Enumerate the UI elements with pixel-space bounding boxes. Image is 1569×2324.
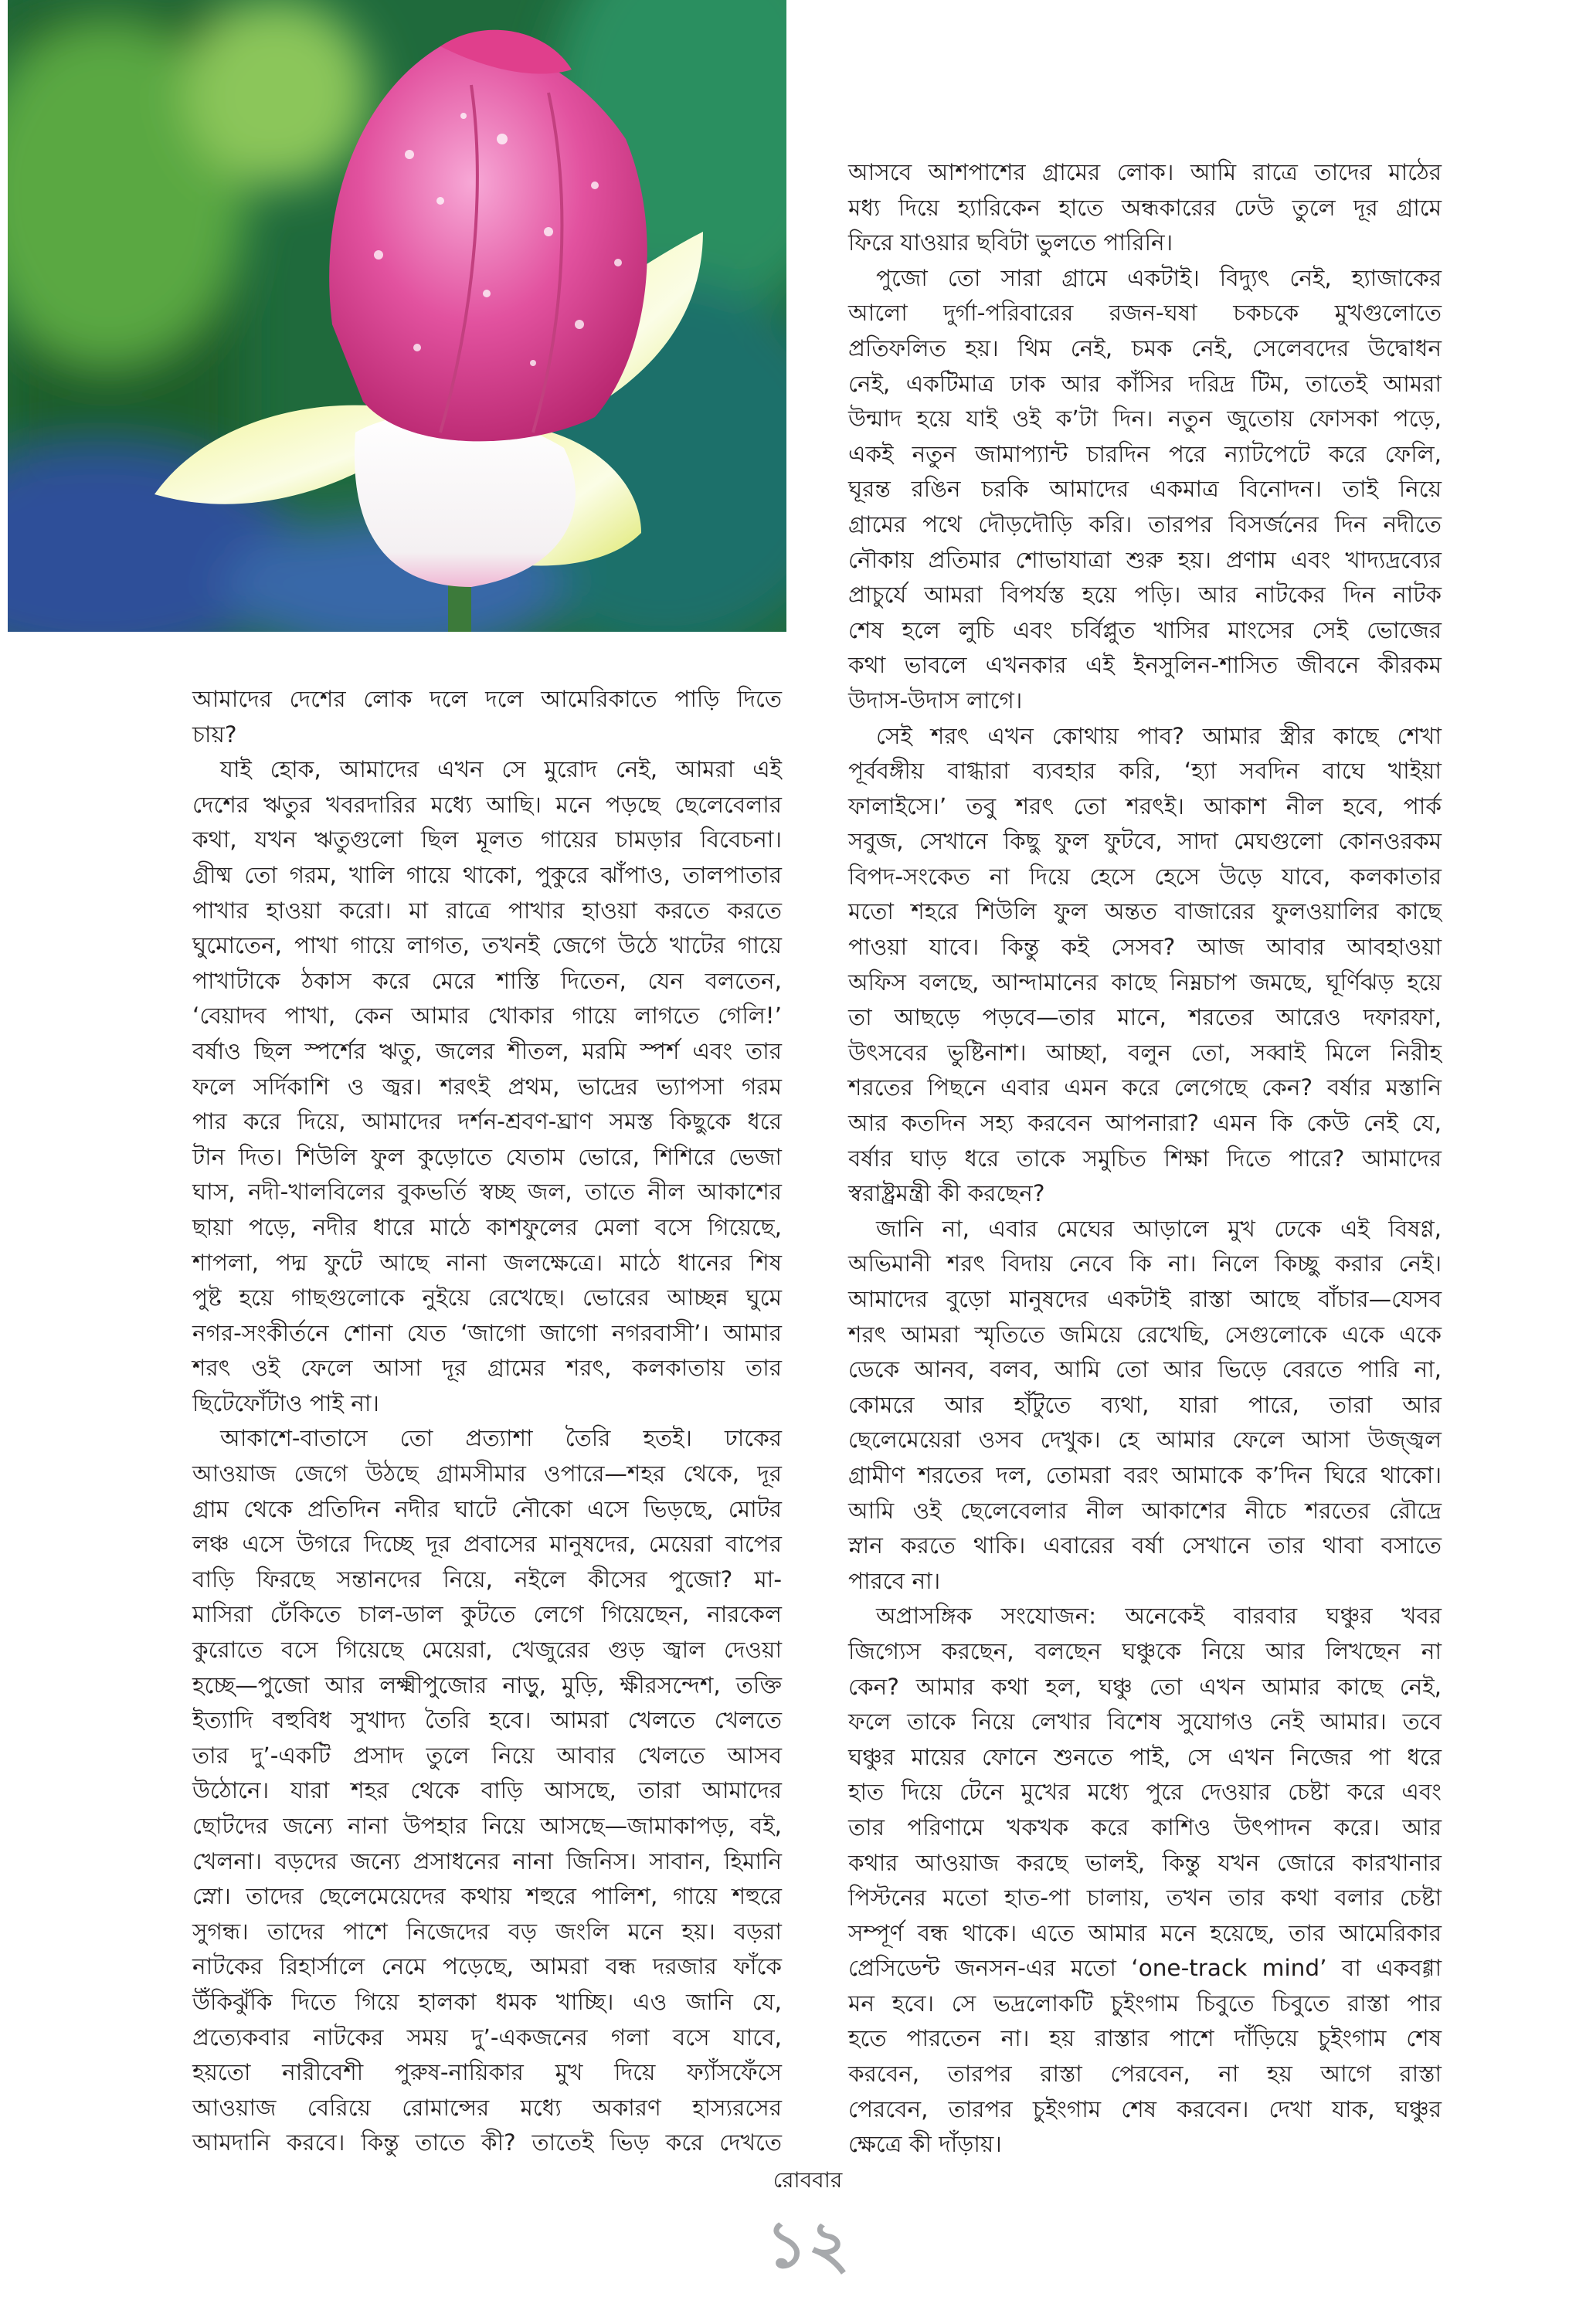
text-line: ছিটেফোঁটাও পাই না। — [192, 1389, 379, 1416]
text-line: ফলে সর্দিকাশি ও জ্বর। শরৎই প্রথম, ভাদ্রের ভ্যাপসা গরম — [192, 1073, 782, 1100]
text-line: সম্পূর্ণ বন্ধ থাকে। এতে আমার মনে হয়েছে, তার আমেরিকার — [848, 1919, 1442, 1946]
magazine-name: রোববার — [773, 2167, 843, 2193]
text-line: ফালাইসে।’ তবু শরৎ তো শরৎই। আকাশ নীল হবে, পার্ক — [848, 792, 1442, 819]
text-line: সেই শরৎ এখন কোথায় পাব? আমার স্ত্রীর কাছে শেখা — [876, 722, 1442, 749]
text-line: পিস্টনের মতো হাত-পা চালায়, তখন তার কথা বলার চেষ্টা — [848, 1885, 1442, 1912]
text-line: উৎসবের ভুষ্টিনাশ। আচ্ছা, বলুন তো, সব্বাই মিলে নিরীহ — [848, 1039, 1442, 1066]
text-line: নেই, একটিমাত্র ঢাক আর কাঁসির দরিদ্র টিম, তাতেই আমরা — [848, 370, 1442, 397]
text-line: স্নান করতে থাকি। এবারের বর্ষা সেখানে তার থাবা বসাতে — [848, 1532, 1442, 1559]
text-line: হয়তো নারীবেশী পুরুষ-নায়িকার মুখ দিয়ে ফ্যাঁসফেঁসে — [192, 2059, 782, 2086]
left-text-column — [192, 682, 782, 2161]
text-line: আলো দুর্গা-পরিবারের রজন-ঘষা চকচকে মুখগুলোতে — [848, 300, 1442, 327]
text-line: অপ্রাসঙ্গিক সংযোজন: অনেকেই বারবার ঘঞ্চুর খবর — [876, 1603, 1442, 1630]
text-line: পার করে দিয়ে, আমাদের দর্শন-শ্রবণ-ঘ্রাণ সমস্ত কিছুকে ধরে — [192, 1108, 782, 1135]
text-line: প্রাচুর্যে আমরা বিপর্যস্ত হয়ে পড়ি। আর নাটকের দিন নাটক — [848, 582, 1442, 609]
text-line: সবুজ, সেখানে কিছু ফুল ফুটবে, সাদা মেঘগুলো কোনওরকম — [848, 828, 1442, 855]
text-line: আসবে আশপাশের গ্রামের লোক। আমি রাত্রে তাদের মাঠের — [848, 159, 1442, 185]
text-line: গ্রাম থেকে প্রতিদিন নদীর ঘাটে নৌকো এসে ভিড়ছে, মোটর — [192, 1495, 782, 1522]
text-line: আমাদের বুড়ো মানুষদের একটাই রাস্তা আছে বাঁচার—যেসব — [848, 1286, 1442, 1312]
text-line: ফলে তাকে নিয়ে লেখার বিশেষ সুযোগও নেই আমার। তবে — [848, 1708, 1442, 1735]
text-line: আমাদের দেশের লোক দলে দলে আমেরিকাতে পাড়ি দিতে — [192, 686, 782, 712]
text-line: শেষ হলে লুচি এবং চর্বিপ্লুত খাসির মাংসের সেই ভোজের — [848, 616, 1442, 643]
text-line: জানি না, এবার মেঘের আড়ালে মুখ ঢেকে এই বিষণ্ণ, — [876, 1215, 1442, 1242]
text-line: কথা, যখন ঋতুগুলো ছিল মূলত গায়ের চামড়ার বিবেচনা। — [192, 826, 782, 853]
text-line: কথার আওয়াজ করছে ভালই, কিন্তু যখন জোরে কারখানার — [848, 1849, 1442, 1876]
text-line: মন হবে। সে ভদ্রলোকটি চুইংগাম চিবুতে চিবুতে রাস্তা পার — [848, 1990, 1442, 2017]
text-line: স্বরাষ্ট্রমন্ত্রী কী করছেন? — [848, 1180, 1045, 1207]
text-line: পুষ্ট হয়ে গাছগুলোকে নুইয়ে রেখেছে। ভোরের আচ্ছন্ন ঘুমে — [192, 1284, 782, 1311]
text-line: বাড়ি ফিরছে সন্তানদের নিয়ে, নইলে কীসের পুজো? মা- — [192, 1566, 782, 1593]
text-line: কেন? আমার কথা হল, ঘঞ্চু তো এখন আমার কাছে নেই, — [848, 1673, 1442, 1700]
text-line: কথা ভাবলে এখনকার এই ইনসুলিন-শাসিত জীবনে কীরকম — [848, 652, 1442, 679]
text-line: টান দিত। শিউলি ফুল কুড়োতে যেতাম ভোরে, শিশিরে ভেজা — [192, 1143, 782, 1170]
text-line: আওয়াজ বেরিয়ে রোমান্সের মধ্যে অকারণ হাস্যরসের — [192, 2094, 782, 2121]
text-line: ফিরে যাওয়ার ছবিটা ভুলতে পারিনি। — [848, 229, 1173, 256]
text-line: পেরবেন, তারপর চুইংগাম শেষ করবেন। দেখা যাক, ঘঞ্চুর — [848, 2095, 1442, 2122]
text-line: উন্মাদ হয়ে যাই ওই ক’টা দিন। নতুন জুতোয় ফোসকা পড়ে, — [848, 405, 1442, 433]
text-line: বিপদ-সংকেত না দিয়ে হেসে হেসে উড়ে যাবে, কলকাতার — [848, 863, 1442, 890]
text-line: নাটকের রিহার্সালে নেমে পড়েছে, আমরা বন্ধ দরজার ফাঁকে — [192, 1953, 782, 1980]
text-line: গ্রীষ্ম তো গরম, খালি গায়ে থাকো, পুকুরে ঝাঁপাও, তালপাতার — [192, 861, 782, 888]
text-line: উঁকিঝুঁকি দিতে গিয়ে হালকা ধমক খাচ্ছি। এও জানি যে, — [192, 1988, 782, 2015]
text-line: প্রতিফলিত হয়। থিম নেই, চমক নেই, সেলেবদের উদ্বোধন — [848, 334, 1442, 361]
text-line: প্রত্যেকবার নাটকের সময় দু’-একজনের গলা বসে যাবে, — [192, 2024, 782, 2051]
text-line: পুজো তো সারা গ্রামে একটাই। বিদ্যুৎ নেই, হ্যাজাকের — [876, 264, 1442, 291]
text-line: স্নো। তাদের ছেলেমেয়েদের কথায় শহুরে পালিশ, গায়ে শহুরে — [192, 1883, 782, 1910]
text-line: দেশের ঋতুর খবরদারির মধ্যে আছি। মনে পড়ছে ছেলেবেলার — [192, 791, 782, 818]
text-line: ডেকে আনব, বলব, আমি তো আর ভিড়ে বেরতে পারি না, — [848, 1356, 1442, 1383]
text-line: বর্ষার ঘাড় ধরে তাকে সমুচিত শিক্ষা দিতে পারে? আমাদের — [848, 1145, 1442, 1172]
text-line: যাই হোক, আমাদের এখন সে মুরোদ নেই, আমরা এই — [220, 756, 782, 783]
lotus-photo — [8, 0, 786, 632]
text-line: উঠোনে। যারা শহর থেকে বাড়ি আসছে, তারা আমাদের — [192, 1777, 782, 1804]
text-line: করবেন, তারপর রাস্তা পেরবেন, না হয় আগে রাস্তা — [848, 2061, 1442, 2088]
text-line: নৌকায় প্রতিমার শোভাযাত্রা শুরু হয়। প্রণাম এবং খাদ্যদ্রব্যের — [848, 546, 1442, 573]
text-line: বর্ষাও ছিল স্পর্শের ঋতু, জলের শীতল, মরমি স্পর্শ এবং তার — [192, 1037, 782, 1064]
text-line: শরৎ আমরা স্মৃতিতে জমিয়ে রেখেছি, সেগুলোকে একে একে — [848, 1321, 1442, 1348]
text-line: উদাস-উদাস লাগে। — [848, 687, 1023, 714]
text-line: ক্ষেত্রে কী দাঁড়ায়। — [848, 2131, 1002, 2158]
text-line: শাপলা, পদ্ম ফুটে আছে নানা জলক্ষেত্রে। মাঠে ধানের শিষ — [192, 1249, 782, 1276]
text-line: পারবে না। — [848, 1567, 941, 1594]
text-line: শরৎ ওই ফেলে আসা দূর গ্রামের শরৎ, কলকাতায় তার — [192, 1355, 782, 1382]
text-line: ছায়া পড়ে, নদীর ধারে মাঠে কাশফুলের মেলা বসে গিয়েছে, — [192, 1213, 782, 1240]
text-line: তা আছড়ে পড়বে—তার মানে, শরতের আরেও দফারফা, — [848, 1004, 1442, 1031]
text-line: ঘাস, নদী-খালবিলের বুকভর্তি স্বচ্ছ জল, তাতে নীল আকাশের — [192, 1179, 782, 1206]
text-line: হচ্ছে—পুজো আর লক্ষ্মীপুজোর নাড়ু, মুড়ি, ক্ষীরসন্দেশ, তক্তি — [192, 1671, 782, 1698]
text-line: গ্রামের পথে দৌড়দৌড়ি করি। তারপর বিসর্জনের দিন নদীতে — [848, 511, 1442, 538]
text-line: ঘঞ্চুর মায়ের ফোনে শুনতে পাই, সে এখন নিজের পা ধরে — [848, 1743, 1442, 1770]
text-line: ‘বেয়াদব পাখা, কেন আমার খোকার গায়ে লাগতে গেলি!’ — [192, 1003, 782, 1030]
page-number: ১২ — [765, 2207, 851, 2282]
text-line: তার পরিণামে খকখক করে কাশিও উৎপাদন করে। আর — [848, 1813, 1442, 1841]
text-line: শরতের পিছনে এবার এমন করে লেগেছে কেন? বর্ষার মস্তানি — [848, 1074, 1442, 1101]
text-line: হতে পারতেন না। হয় রাস্তার পাশে দাঁড়িয়ে চুইংগাম শেষ — [848, 2025, 1442, 2052]
text-line: পূর্ববঙ্গীয় বাগ্ধারা ব্যবহার করি, ‘হ্যা সবদিন বাঘে খাইয়া — [848, 758, 1442, 785]
text-line: অভিমানী শরৎ বিদায় নেবে কি না। নিলে কিচ্ছু করার নেই। — [848, 1250, 1442, 1277]
text-line: মধ্য দিয়ে হ্যারিকেন হাতে অন্ধকারের ঢেউ তুলে দূর গ্রামে — [848, 194, 1442, 221]
text-line: গ্রামীণ শরতের দল, তোমরা বরং আমাকে ক’দিন ঘিরে থাকো। — [848, 1461, 1442, 1488]
text-line: মাসিরা ঢেঁকিতে চাল-ডাল কুটতে লেগে গিয়েছেন, নারকেল — [192, 1601, 782, 1628]
text-line: পাওয়া যাবে। কিন্তু কই সেসব? আজ আবার আবহাওয়া — [848, 934, 1442, 961]
text-line: সুগন্ধ। তাদের পাশে নিজেদের বড় জংলি মনে হয়। বড়রা — [192, 1918, 782, 1945]
text-line: তার দু’-একটি প্রসাদ তুলে নিয়ে আবার খেলতে আসব — [192, 1742, 782, 1769]
text-line: প্রেসিডেন্ট জনসন-এর মতো ‘one-track mind’ বা একবগ্গা — [848, 1955, 1442, 1982]
text-line: নগর-সংকীর্তনে শোনা যেত ‘জাগো জাগো নগরবাসী’। আমার — [192, 1319, 782, 1346]
text-line: পাখাটাকে ঠকাস করে মেরে শাস্তি দিতেন, যেন বলতেন, — [192, 967, 782, 994]
text-line: ইত্যাদি বহুবিধ সুখাদ্য তৈরি হবে। আমরা খেলতে খেলতে — [192, 1707, 782, 1734]
text-line: জিগ্যেস করছেন, বলছেন ঘঞ্চুকে নিয়ে আর লিখছেন না — [848, 1637, 1442, 1664]
text-line: ঘূরন্ত রঙিন চরকি আমাদের একমাত্র বিনোদন। তাই নিয়ে — [848, 476, 1442, 503]
text-line: আওয়াজ জেগে উঠছে গ্রামসীমার ওপারে—শহর থেকে, দূর — [192, 1461, 782, 1488]
text-line: ঘুমোতেন, পাখা গায়ে লাগত, তখনই জেগে উঠে খাটের গায়ে — [192, 932, 782, 959]
text-line: আকাশে-বাতাসে তো প্রত্যাশা তৈরি হতই। ঢাকের — [220, 1425, 782, 1452]
text-line: কুরোতে বসে গিয়েছে মেয়েরা, খেজুরের গুড় জ্বাল দেওয়া — [192, 1637, 782, 1664]
text-line: মতো শহরে শিউলি ফুল অন্তত বাজারের ফুলওয়ালির কাছে — [848, 898, 1442, 925]
text-line: ছেলেমেয়েরা ওসব দেখুক। হে আমার ফেলে আসা উজ্জ্বল — [848, 1427, 1442, 1454]
text-line: ছোটদের জন্যে নানা উপহার নিয়ে আসছে—জামাকাপড়, বই, — [192, 1813, 782, 1839]
text-line: হাত দিয়ে টেনে মুখের মধ্যে পুরে দেওয়ার চেষ্টা করে এবং — [848, 1779, 1442, 1806]
text-line: একই নতুন জামাপ্যান্ট চারদিন পরে ন্যাটপেটে করে ফেলি, — [848, 440, 1442, 467]
text-line: আমদানি করবে। কিন্তু তাতে কী? তাতেই ভিড় করে দেখতে — [192, 2129, 782, 2156]
text-line: পাখার হাওয়া করো। মা রাত্রে পাখার হাওয়া করতে করতে — [192, 897, 782, 924]
text-line: আর কতদিন সহ্য করবেন আপনারা? এমন কি কেউ নেই যে, — [848, 1110, 1442, 1137]
right-text-column — [848, 155, 1442, 2163]
text-line: কোমরে আর হাঁটুতে ব্যথা, যারা পারে, তারা আর — [848, 1391, 1442, 1418]
text-line: আমি ওই ছেলেবেলার নীল আকাশের নীচে শরতের রৌদ্রে — [848, 1497, 1442, 1524]
text-line: লঞ্চ এসে উগরে দিচ্ছে দূর প্রবাসের মানুষদের, মেয়েরা বাপের — [192, 1531, 782, 1558]
text-line: চায়? — [192, 721, 237, 748]
text-line: অফিস বলছে, আন্দামানের কাছে নিম্নচাপ জমছে, ঘূর্ণিঝড় হয়ে — [848, 969, 1442, 996]
text-line: খেলনা। বড়দের জন্যে প্রসাধনের নানা জিনিস। সাবান, হিমানি — [192, 1847, 782, 1874]
